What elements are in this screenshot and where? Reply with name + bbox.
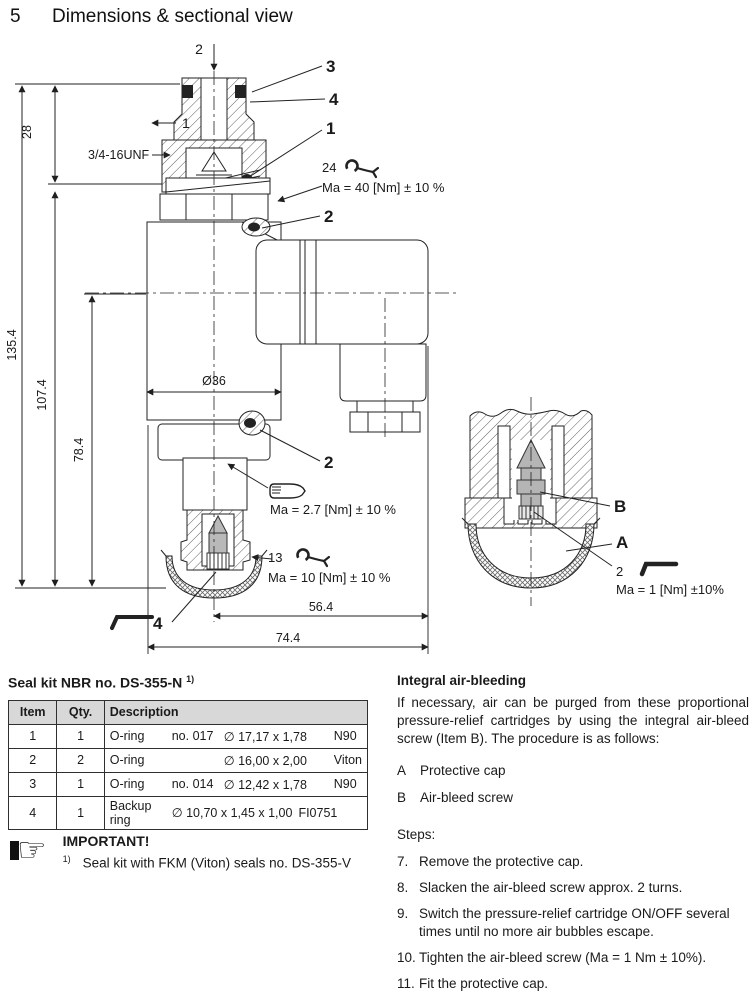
- step-number: 8.: [397, 880, 409, 895]
- svg-text:Ma = 2.7 [Nm] ± 10 %: Ma = 2.7 [Nm] ± 10 %: [270, 502, 396, 517]
- cell-size: ∅ 10,70 x 1,45 x 1,00: [171, 806, 293, 821]
- sectional-drawing: [0, 36, 755, 670]
- wrench-size-24: 24: [322, 160, 337, 175]
- section-number: 5: [10, 6, 21, 27]
- cell-qty: 1: [57, 796, 104, 829]
- cell-qty: 1: [57, 772, 104, 796]
- cell-item: 4: [9, 796, 57, 829]
- step-number: 9.: [397, 906, 409, 921]
- cell-no: no. 017: [171, 729, 214, 744]
- cell-material: N90: [333, 729, 357, 744]
- step-item: [397, 905, 749, 941]
- seal-item4: [235, 85, 246, 98]
- step-number: 10.: [397, 950, 416, 965]
- pointing-hand-icon: ☞: [10, 833, 47, 867]
- legend-item-b: [397, 789, 749, 807]
- seal-kit-section: [8, 674, 374, 830]
- table-row: [9, 796, 368, 829]
- steps-list: [397, 853, 749, 993]
- step-number: 7.: [397, 854, 409, 869]
- col-qty: Qty.: [57, 700, 104, 724]
- cell-qty: 2: [57, 748, 104, 772]
- footnote-marker: 1): [62, 854, 71, 864]
- cell-item: 2: [9, 748, 57, 772]
- seal-kit-table: [8, 700, 368, 830]
- footnote: $^{1)}$ Seal kit with FKM (Viton) seals no. DS-355-V: [62, 854, 351, 871]
- adjustment-screw: [174, 78, 254, 148]
- torque-2-7: [228, 464, 396, 517]
- important-title: IMPORTANT!: [62, 833, 150, 849]
- section-heading: [10, 6, 293, 28]
- air-bleeding-intro: If necessary, air can be purged from these proportional pressure-relief cartridges by using the integral air-bleed screw (Item B). The procedure is as follows:: [397, 695, 749, 746]
- svg-text:1: 1: [182, 115, 190, 131]
- cell-item: 3: [9, 772, 57, 796]
- step-number: 11.: [397, 976, 415, 991]
- cell-name: O-ring: [109, 777, 145, 792]
- cell-qty: 1: [57, 724, 104, 748]
- svg-text:2: 2: [195, 41, 203, 57]
- thread-label: [88, 148, 170, 162]
- callout-item2-upper: 2: [324, 207, 334, 226]
- cell-item: 1: [9, 724, 57, 748]
- table-header-row: [9, 700, 368, 724]
- wrench-icon: [295, 547, 329, 566]
- solenoid-connector: [256, 240, 428, 432]
- col-description: Description: [104, 700, 367, 724]
- cell-material: Viton: [333, 753, 362, 768]
- dim-74-4: 74.4: [275, 631, 301, 645]
- torque-40: [278, 158, 445, 201]
- dim-56-4: 56.4: [308, 600, 334, 614]
- callout-flow-direction: [152, 115, 190, 131]
- step-item: [397, 879, 749, 897]
- page-title: Dimensions & sectional view: [52, 6, 293, 27]
- legend-item-a: [397, 762, 749, 780]
- seal-kit-title: Seal kit NBR no. DS-355-N $^{1)}$: [8, 674, 195, 691]
- cell-material: FI0751: [298, 805, 338, 820]
- pressure-relief-cartridge: [181, 510, 250, 570]
- dim-28: 28: [20, 125, 34, 139]
- callout-item4-upper: 4: [329, 90, 339, 109]
- svg-text:Ma = 1 [Nm] ±10%: Ma = 1 [Nm] ±10%: [616, 582, 724, 597]
- seal-item3: [182, 85, 193, 98]
- step-item: [397, 949, 749, 967]
- svg-text:3/4-16UNF: 3/4-16UNF: [88, 148, 150, 162]
- air-bleed-detail-view: [462, 397, 724, 606]
- callout-adjust-direction: [195, 41, 214, 70]
- callout-item4-lower: 4: [153, 614, 163, 633]
- oring-item2-lower: [239, 411, 265, 435]
- step-text: Tighten the air-bleed screw (Ma = 1 Nm ± 10%).: [419, 950, 707, 965]
- cell-size: ∅ 17,17 x 1,78: [223, 729, 307, 744]
- legend-label: Air-bleed screw: [420, 790, 514, 805]
- callout-item1: 1: [326, 119, 336, 138]
- legend-key: A: [397, 763, 407, 778]
- torque-10: [252, 547, 391, 585]
- cell-name: Backup ring: [109, 798, 152, 827]
- legend-label: Protective cap: [420, 763, 506, 778]
- cell-size: ∅ 12,42 x 1,78: [223, 777, 307, 792]
- table-row: [9, 724, 368, 748]
- cell-name: O-ring: [109, 753, 145, 768]
- legend: [397, 762, 749, 807]
- allen-key-icon: [642, 564, 676, 574]
- step-item: [397, 975, 749, 993]
- svg-text:Ø36: Ø36: [202, 374, 226, 388]
- allen-key-icon: [112, 617, 152, 628]
- table-row: [9, 748, 368, 772]
- locknut: [160, 178, 270, 220]
- cell-name: O-ring: [109, 729, 145, 744]
- callout-detail-b: B: [614, 497, 627, 516]
- callout-item2-lower: 2: [324, 453, 334, 472]
- hand-tighten-icon: [270, 484, 305, 498]
- callout-detail-a: A: [616, 533, 629, 552]
- legend-key: B: [397, 790, 407, 805]
- wrench-icon: [344, 158, 378, 177]
- air-bleeding-section: [397, 672, 749, 1001]
- dim-107-4: 107.4: [35, 379, 49, 411]
- important-note: [10, 833, 351, 871]
- allen-size-2: 2: [616, 564, 624, 579]
- cell-material: N90: [333, 777, 357, 792]
- step-text: Fit the protective cap.: [419, 976, 549, 991]
- step-text: Slacken the air-bleed screw approx. 2 turns.: [419, 880, 683, 895]
- svg-text:Ma = 10 [Nm] ± 10 %: Ma = 10 [Nm] ± 10 %: [268, 570, 391, 585]
- callout-item3: 3: [326, 57, 336, 76]
- col-item: Item: [9, 700, 57, 724]
- cell-no: no. 014: [171, 777, 214, 792]
- dim-135-4: 135.4: [5, 329, 19, 361]
- table-row: [9, 772, 368, 796]
- steps-label: Steps:: [397, 827, 436, 842]
- wrench-size-13: 13: [268, 550, 283, 565]
- dim-78-4: 78.4: [72, 437, 86, 463]
- step-text: Switch the pressure-relief cartridge ON/OFF several times until no more air bubbles escape.: [419, 906, 730, 939]
- step-text: Remove the protective cap.: [419, 854, 584, 869]
- air-bleeding-title: Integral air-bleeding: [397, 673, 527, 688]
- footnote-ref: 1): [186, 674, 195, 684]
- step-item: [397, 853, 749, 871]
- svg-text:Ma = 40 [Nm] ± 10 %: Ma = 40 [Nm] ± 10 %: [322, 180, 445, 195]
- cell-size: ∅ 16,00 x 2,00: [223, 753, 307, 768]
